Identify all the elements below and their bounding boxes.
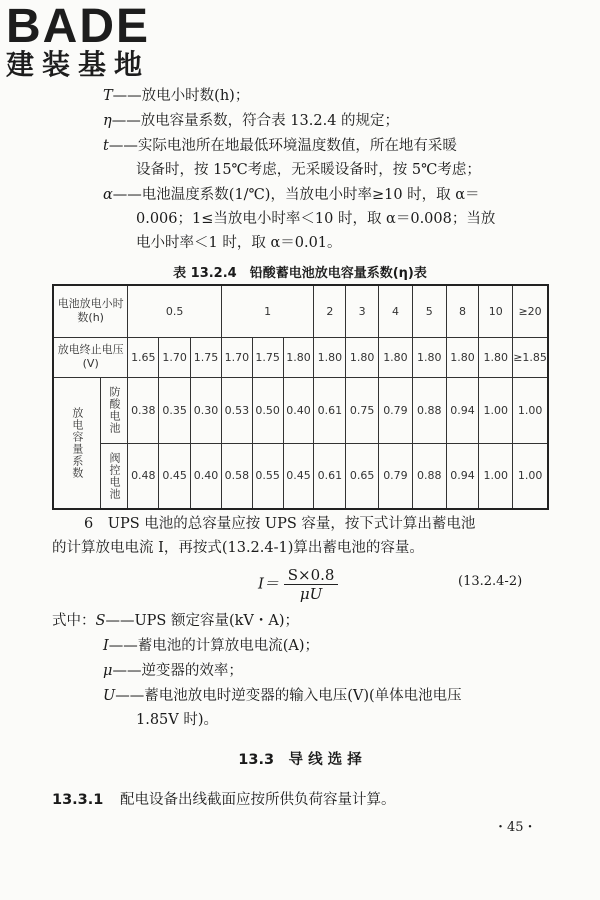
hours-row: [53, 285, 548, 337]
hour-cell: 1: [221, 285, 314, 337]
value-cell: 0.55: [252, 443, 283, 509]
voltage-cell: 1.70: [159, 337, 191, 377]
vrla-row: [53, 443, 548, 509]
def-t-cont: 设备时，按 15℃考虑，无采暖设备时，按 5℃考虑；: [136, 162, 481, 178]
value-cell: 1.00: [479, 443, 513, 509]
value-cell: 1.00: [479, 377, 513, 443]
value-cell: 0.65: [346, 443, 379, 509]
formula-fraction: [284, 566, 339, 603]
voltage-cell: 1.80: [412, 337, 446, 377]
hours-label: 电池放电小时数(h): [53, 285, 128, 337]
hour-cell: 10: [479, 285, 513, 337]
capacity-coefficient-label: 放电容量系数: [53, 377, 100, 509]
value-cell: 0.40: [191, 443, 222, 509]
value-cell: 0.61: [314, 377, 346, 443]
formula-lhs: I＝: [258, 574, 279, 593]
value-cell: 0.38: [128, 377, 159, 443]
value-cell: 0.30: [191, 377, 222, 443]
logo-main-text: BADE: [6, 0, 151, 53]
hour-cell: 5: [412, 285, 446, 337]
voltage-cell: 1.70: [221, 337, 252, 377]
logo-sub-text: 建装基地: [6, 48, 151, 81]
def-T: T——放电小时数(h)；: [103, 88, 250, 104]
value-cell: 0.45: [283, 443, 314, 509]
battery-type-vrla: 阀控电池: [100, 443, 128, 509]
para6-line2: 的计算放电电流 I，再按式(13.2.4-1)算出蓄电池的容量。: [52, 540, 424, 556]
voltage-cell: ≥1.85: [513, 337, 548, 377]
def-eta: η——放电容量系数，符合表 13.2.4 的规定；: [103, 113, 400, 129]
battery-type-vented: 防酸电池: [100, 377, 128, 443]
voltage-row: [53, 337, 548, 377]
page-number: ・45・: [494, 820, 537, 835]
hour-cell: 2: [314, 285, 346, 337]
def-t: t——实际电池所在地最低环境温度数值，所在地有采暖: [103, 138, 457, 154]
value-cell: 1.00: [513, 377, 548, 443]
voltage-cell: 1.80: [446, 337, 479, 377]
value-cell: 0.61: [314, 443, 346, 509]
hour-cell: 3: [346, 285, 379, 337]
value-cell: 0.48: [128, 443, 159, 509]
value-cell: 0.79: [379, 443, 413, 509]
hour-cell: 8: [446, 285, 479, 337]
def-alpha: α——电池温度系数(1/℃)，当放电小时率≥10 时，取 α＝: [103, 187, 480, 203]
formula-denominator: μU: [299, 585, 323, 603]
value-cell: 0.45: [159, 443, 191, 509]
value-cell: 0.88: [412, 443, 446, 509]
vented-row: [53, 377, 548, 443]
value-cell: 0.40: [283, 377, 314, 443]
clause-13-3-1: [52, 790, 395, 810]
def-U-cont: 1.85V 时)。: [136, 712, 219, 728]
value-cell: 0.88: [412, 377, 446, 443]
voltage-cell: 1.80: [479, 337, 513, 377]
voltage-cell: 1.80: [283, 337, 314, 377]
def-alpha-cont1: 0.006；1≤当放电小时率＜10 时，取 α＝0.008；当放: [136, 211, 496, 227]
formula: [258, 566, 338, 603]
def-U: U——蓄电池放电时逆变器的输入电压(V)(单体电池电压: [103, 688, 462, 704]
para6-line1: 6 UPS 电池的总容量应按 UPS 容量，按下式计算出蓄电池: [84, 516, 476, 532]
table-caption: 表 13.2.4 铅酸蓄电池放电容量系数(η)表: [173, 266, 427, 281]
equation-number: (13.2.4-2): [458, 574, 523, 589]
voltage-cell: 1.80: [346, 337, 379, 377]
discharge-coefficient-table: [52, 284, 549, 510]
value-cell: 0.35: [159, 377, 191, 443]
bade-logo: [6, 2, 182, 80]
value-cell: 0.79: [379, 377, 413, 443]
value-cell: 0.75: [346, 377, 379, 443]
value-cell: 0.94: [446, 377, 479, 443]
hour-cell: 0.5: [128, 285, 222, 337]
voltage-cell: 1.65: [128, 337, 159, 377]
value-cell: 0.58: [221, 443, 252, 509]
value-cell: 0.50: [252, 377, 283, 443]
hour-cell: 4: [379, 285, 413, 337]
formula-numerator: S×0.8: [284, 566, 339, 585]
voltage-cell: 1.80: [379, 337, 413, 377]
clause-number: 13.3.1: [52, 792, 104, 808]
def-I: I——蓄电池的计算放电电流(A)；: [103, 638, 320, 654]
def-mu: μ——逆变器的效率；: [103, 663, 243, 679]
voltage-cell: 1.80: [314, 337, 346, 377]
clause-text: 配电设备出线截面应按所供负荷容量计算。: [119, 792, 396, 808]
value-cell: 1.00: [513, 443, 548, 509]
value-cell: 0.94: [446, 443, 479, 509]
hour-cell: ≥20: [513, 285, 548, 337]
voltage-cell: 1.75: [252, 337, 283, 377]
section-title: 13.3 导 线 选 择: [238, 752, 362, 768]
voltage-label: 放电终止电压(V): [53, 337, 128, 377]
def-S: 式中：S——UPS 额定容量(kV・A)；: [52, 613, 299, 629]
def-alpha-cont2: 电小时率＜1 时，取 α＝0.01。: [136, 235, 342, 251]
voltage-cell: 1.75: [191, 337, 222, 377]
value-cell: 0.53: [221, 377, 252, 443]
